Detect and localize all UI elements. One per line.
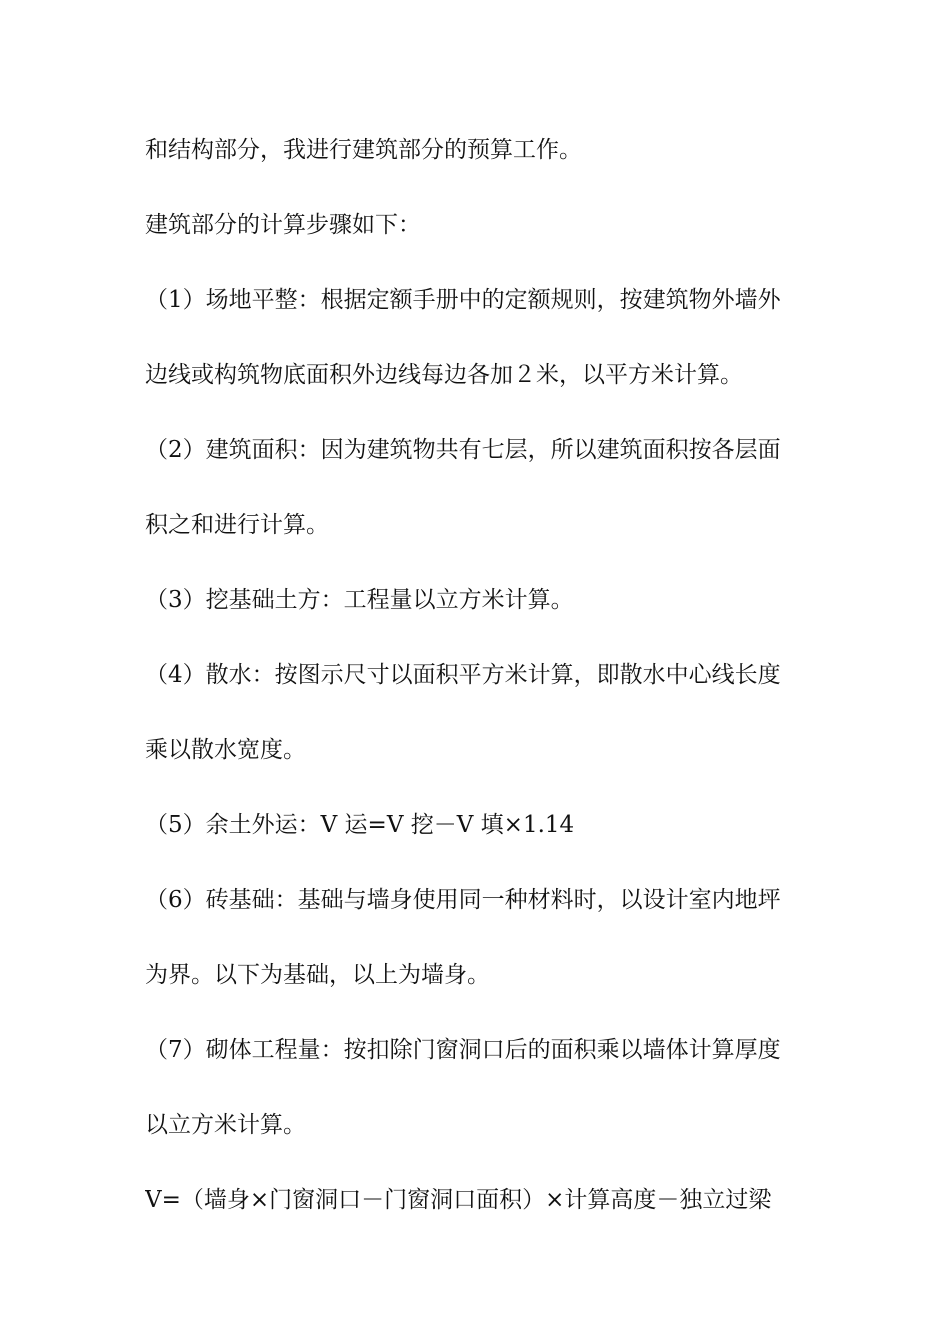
text-line-11: （6）砖基础：基础与墙身使用同一种材料时，以设计室内地坪 [145,887,781,913]
text-line-5: （2）建筑面积：因为建筑物共有七层，所以建筑面积按各层面 [145,437,781,463]
text-line-8: （4）散水：按图示尺寸以面积平方米计算，即散水中心线长度 [145,662,781,688]
text-line-3: （1）场地平整：根据定额手册中的定额规则，按建筑物外墙外 [145,287,781,313]
text-line-6: 积之和进行计算。 [145,512,329,538]
text-line-1: 和结构部分，我进行建筑部分的预算工作。 [145,137,582,163]
text-line-13: （7）砌体工程量：按扣除门窗洞口后的面积乘以墙体计算厚度 [145,1037,781,1063]
text-line-2: 建筑部分的计算步骤如下： [145,212,421,238]
text-line-9: 乘以散水宽度。 [145,737,306,763]
text-line-7: （3）挖基础土方：工程量以立方米计算。 [145,587,574,613]
text-line-12: 为界。以下为基础，以上为墙身。 [145,962,490,988]
text-line-4: 边线或构筑物底面积外边线每边各加２米，以平方米计算。 [145,362,743,388]
text-line-10: （5）余土外运：V 运=V 挖－V 填×1.14 [145,812,575,838]
text-line-14: 以立方米计算。 [145,1112,306,1138]
text-line-15: V=（墙身×门窗洞口－门窗洞口面积）×计算高度－独立过梁 [145,1187,772,1213]
